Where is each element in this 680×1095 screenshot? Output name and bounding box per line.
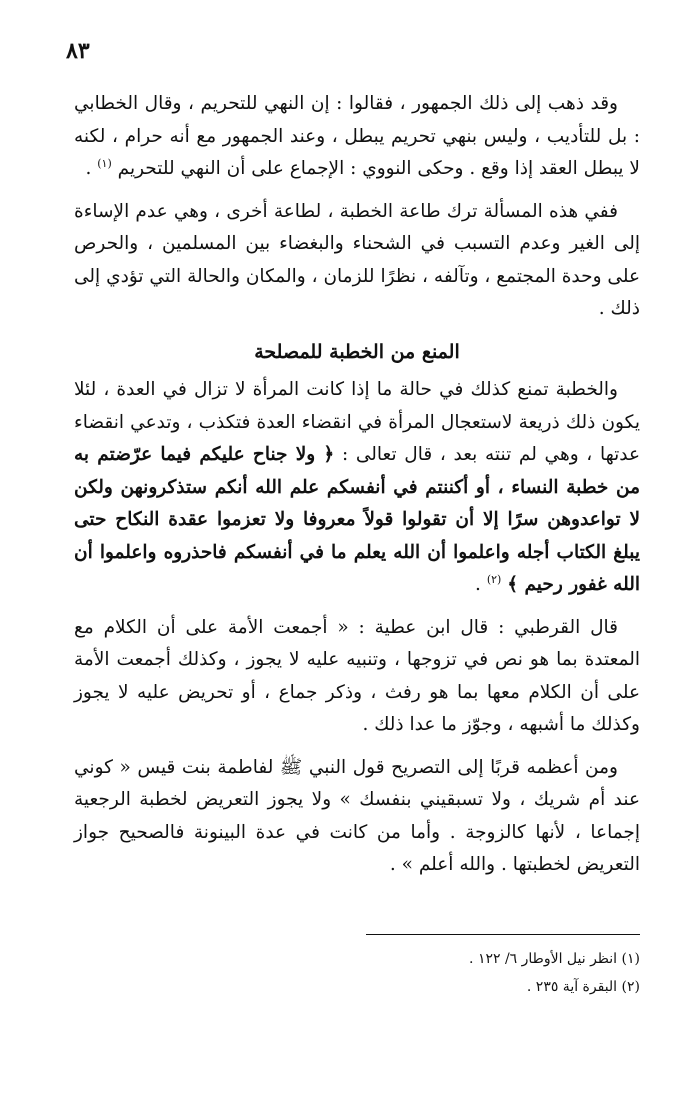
quran-verse: ﴿ ولا جناح عليكم فيما عرّضتم به من خطبة النساء ، أو أكننتم في أنفسكم علم الله أنكم ستذكرونهن ولكن لا تواعدوهن سرًا إلا أن تقولوا قولاً معروفا ولا تعزموا عقدة النكاح حتى يبلغ الكتاب أجله واعلموا أن الله يعلم ما في أنفسكم فاحذروه واعلموا أن الله غفور رحيم ﴾ xyxy=(74,444,640,595)
section-heading: المنع من الخطبة للمصلحة xyxy=(254,340,460,363)
paragraph-2: ففي هذه المسألة ترك طاعة الخطبة ، لطاعة أخرى ، وهي عدم الإساءة إلى الغير وعدم التسبب في الشحناء والبغضاء بين المسلمين ، والحرص على وحدة المجتمع ، وتآلفه ، نظرًا للزمان ، والمكان والحالة التي تؤدي إلى ذلك . xyxy=(74,200,640,319)
footnotes xyxy=(74,945,640,1001)
main-text xyxy=(74,88,640,892)
paragraph-1-text: وقد ذهب إلى ذلك الجمهور ، فقالوا : إن النهي للتحريم ، وقال الخطابي : بل للتأديب ، وليس بنهي تحريم يبطل ، وعند الجمهور مع أنه حرام ، لكنه لا يبطل العقد إذا وقع . وحكى النووي : الإجماع على أن النهي للتحريم xyxy=(74,93,640,179)
footnote-ref-2[interactable]: (٢) xyxy=(486,572,502,586)
paragraph-3-intro: والخطبة تمنع كذلك في حالة ما إذا كانت المرأة لا تزال في العدة ، لئلا يكون ذلك ذريعة لاستعجال المرأة في انقضاء العدة فتكذب ، وتدعي انقضاء عدتها ، وهي لم تنته بعد ، قال تعالى : xyxy=(74,379,641,465)
paragraph-3 xyxy=(74,374,640,602)
paragraph-3-end: . xyxy=(475,574,487,595)
footnote-ref-1[interactable]: (١) xyxy=(97,156,112,170)
paragraph-1-end: . xyxy=(85,158,98,179)
paragraph-4: قال القرطبي : قال ابن عطية : « أجمعت الأمة على أن الكلام مع المعتدة بما هو نص في تزوجها ، وتنبيه عليه لا يجوز ، وكذلك أجمعت الأمة على أن الكلام معها بما هو رفث ، وذكر جماع ، أو تحريض عليه لا يجوز وكذلك ما أشبهه ، وجوّز ما عدا ذلك . xyxy=(74,616,640,735)
footnote-1: (١) انظر نيل الأوطار ٦/ ١٢٢ . xyxy=(469,951,640,967)
paragraph-1 xyxy=(74,88,640,186)
page-number: ٨٣ xyxy=(66,38,90,64)
paragraph-5: ومن أعظمه قربًا إلى التصريح قول النبي ﷺ لفاطمة بنت قيس « كوني عند أم شريك ، ولا تسبقيني بنفسك » ولا يجوز التعريض لخطبة الرجعية إجماعا ، لأنها كالزوجة . وأما من كانت في عدة البينونة فالصحيح جواز التعريض لخطبتها . والله أعلم » . xyxy=(74,756,640,875)
footnote-divider xyxy=(366,934,640,935)
footnote-2: (٢) البقرة آية ٢٣٥ . xyxy=(526,979,640,995)
